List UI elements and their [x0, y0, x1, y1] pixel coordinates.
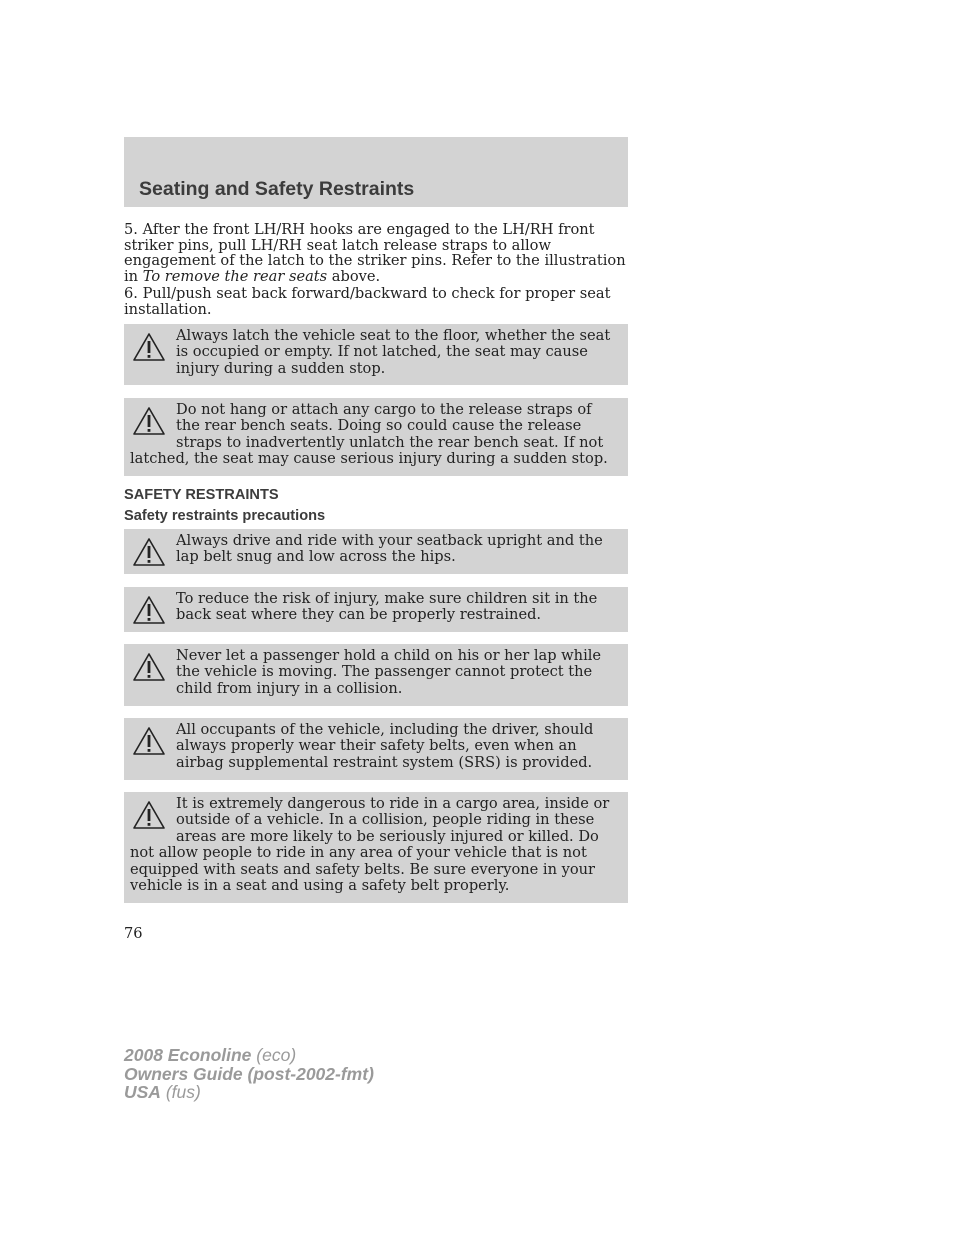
- warning-text: It is extremely dangerous to ride in a cargo area, inside or outside of a vehicle. In a collision, people riding in these areas are more likely to be seriously injured or killed. Do not allow people to ride in any area of your vehicle that is not equipped with seats and safety belts. Be sure everyone in your vehicle is in a seat and using a safety belt properly.: [130, 795, 610, 895]
- warning-box: [124, 398, 628, 476]
- step-5-text: 5. After the front LH/RH hooks are engaged to the LH/RH front striker pins, pull LH/RH seat latch release straps to allow engagement of the latch to the striker pins. Refer to the illustration in: [124, 221, 626, 285]
- footer-market-code: (fus): [160, 1082, 201, 1103]
- section-header-bar: [124, 137, 628, 207]
- warning-box: [124, 718, 628, 780]
- warning-triangle-icon: [132, 652, 166, 682]
- warning-text: Never let a passenger hold a child on his or her lap while the vehicle is moving. The passenger cannot protect the child from injury in a collision.: [176, 647, 602, 697]
- section-heading: SAFETY RESTRAINTS: [124, 487, 279, 503]
- document-footer: [124, 1046, 374, 1102]
- page-title: Seating and Safety Restraints: [139, 178, 415, 200]
- page-number: 76: [124, 925, 143, 942]
- step-5: [124, 222, 628, 284]
- warning-text: Always drive and ride with your seatback upright and the lap belt snug and low across the hips.: [176, 532, 603, 566]
- footer-line-3: [124, 1083, 374, 1102]
- warning-text: To reduce the risk of injury, make sure children sit in the back seat where they can be properly restrained.: [176, 590, 598, 624]
- warning-text: Always latch the vehicle seat to the floor, whether the seat is occupied or empty. If not latched, the seat may cause injury during a sudden stop.: [176, 327, 611, 377]
- warning-triangle-icon: [132, 406, 166, 436]
- subsection-heading: Safety restraints precautions: [124, 508, 326, 524]
- warning-triangle-icon: [132, 332, 166, 362]
- step-5-text-end: above.: [327, 267, 381, 285]
- warning-triangle-icon: [132, 726, 166, 756]
- warning-box: [124, 529, 628, 574]
- footer-market: USA: [124, 1082, 161, 1103]
- warning-triangle-icon: [132, 800, 166, 830]
- footer-line-1: [124, 1046, 374, 1065]
- warning-box: [124, 792, 628, 903]
- footer-model: 2008 Econoline: [124, 1045, 252, 1065]
- warning-triangle-icon: [132, 595, 166, 625]
- warning-box: [124, 644, 628, 706]
- warning-box: [124, 587, 628, 632]
- warning-box: [124, 324, 628, 385]
- footer-model-code: (eco): [251, 1045, 297, 1065]
- warning-text: Do not hang or attach any cargo to the release straps of the rear bench seats. Doing so could cause the release straps to inadvertently unlatch the rear bench seat. If not latched, the seat may cause serious injury during a sudden stop.: [130, 401, 608, 468]
- footer-line-2: [124, 1065, 374, 1084]
- footer-guide: Owners Guide (post-2002-fmt): [124, 1063, 374, 1084]
- step-5-reference: To remove the rear seats: [142, 267, 328, 285]
- step-6: 6. Pull/push seat back forward/backward to check for proper seat installation.: [124, 285, 611, 318]
- warning-text: All occupants of the vehicle, including the driver, should always properly wear their safety belts, even when an airbag supplemental restraint system (SRS) is provided.: [176, 721, 594, 771]
- warning-triangle-icon: [132, 537, 166, 567]
